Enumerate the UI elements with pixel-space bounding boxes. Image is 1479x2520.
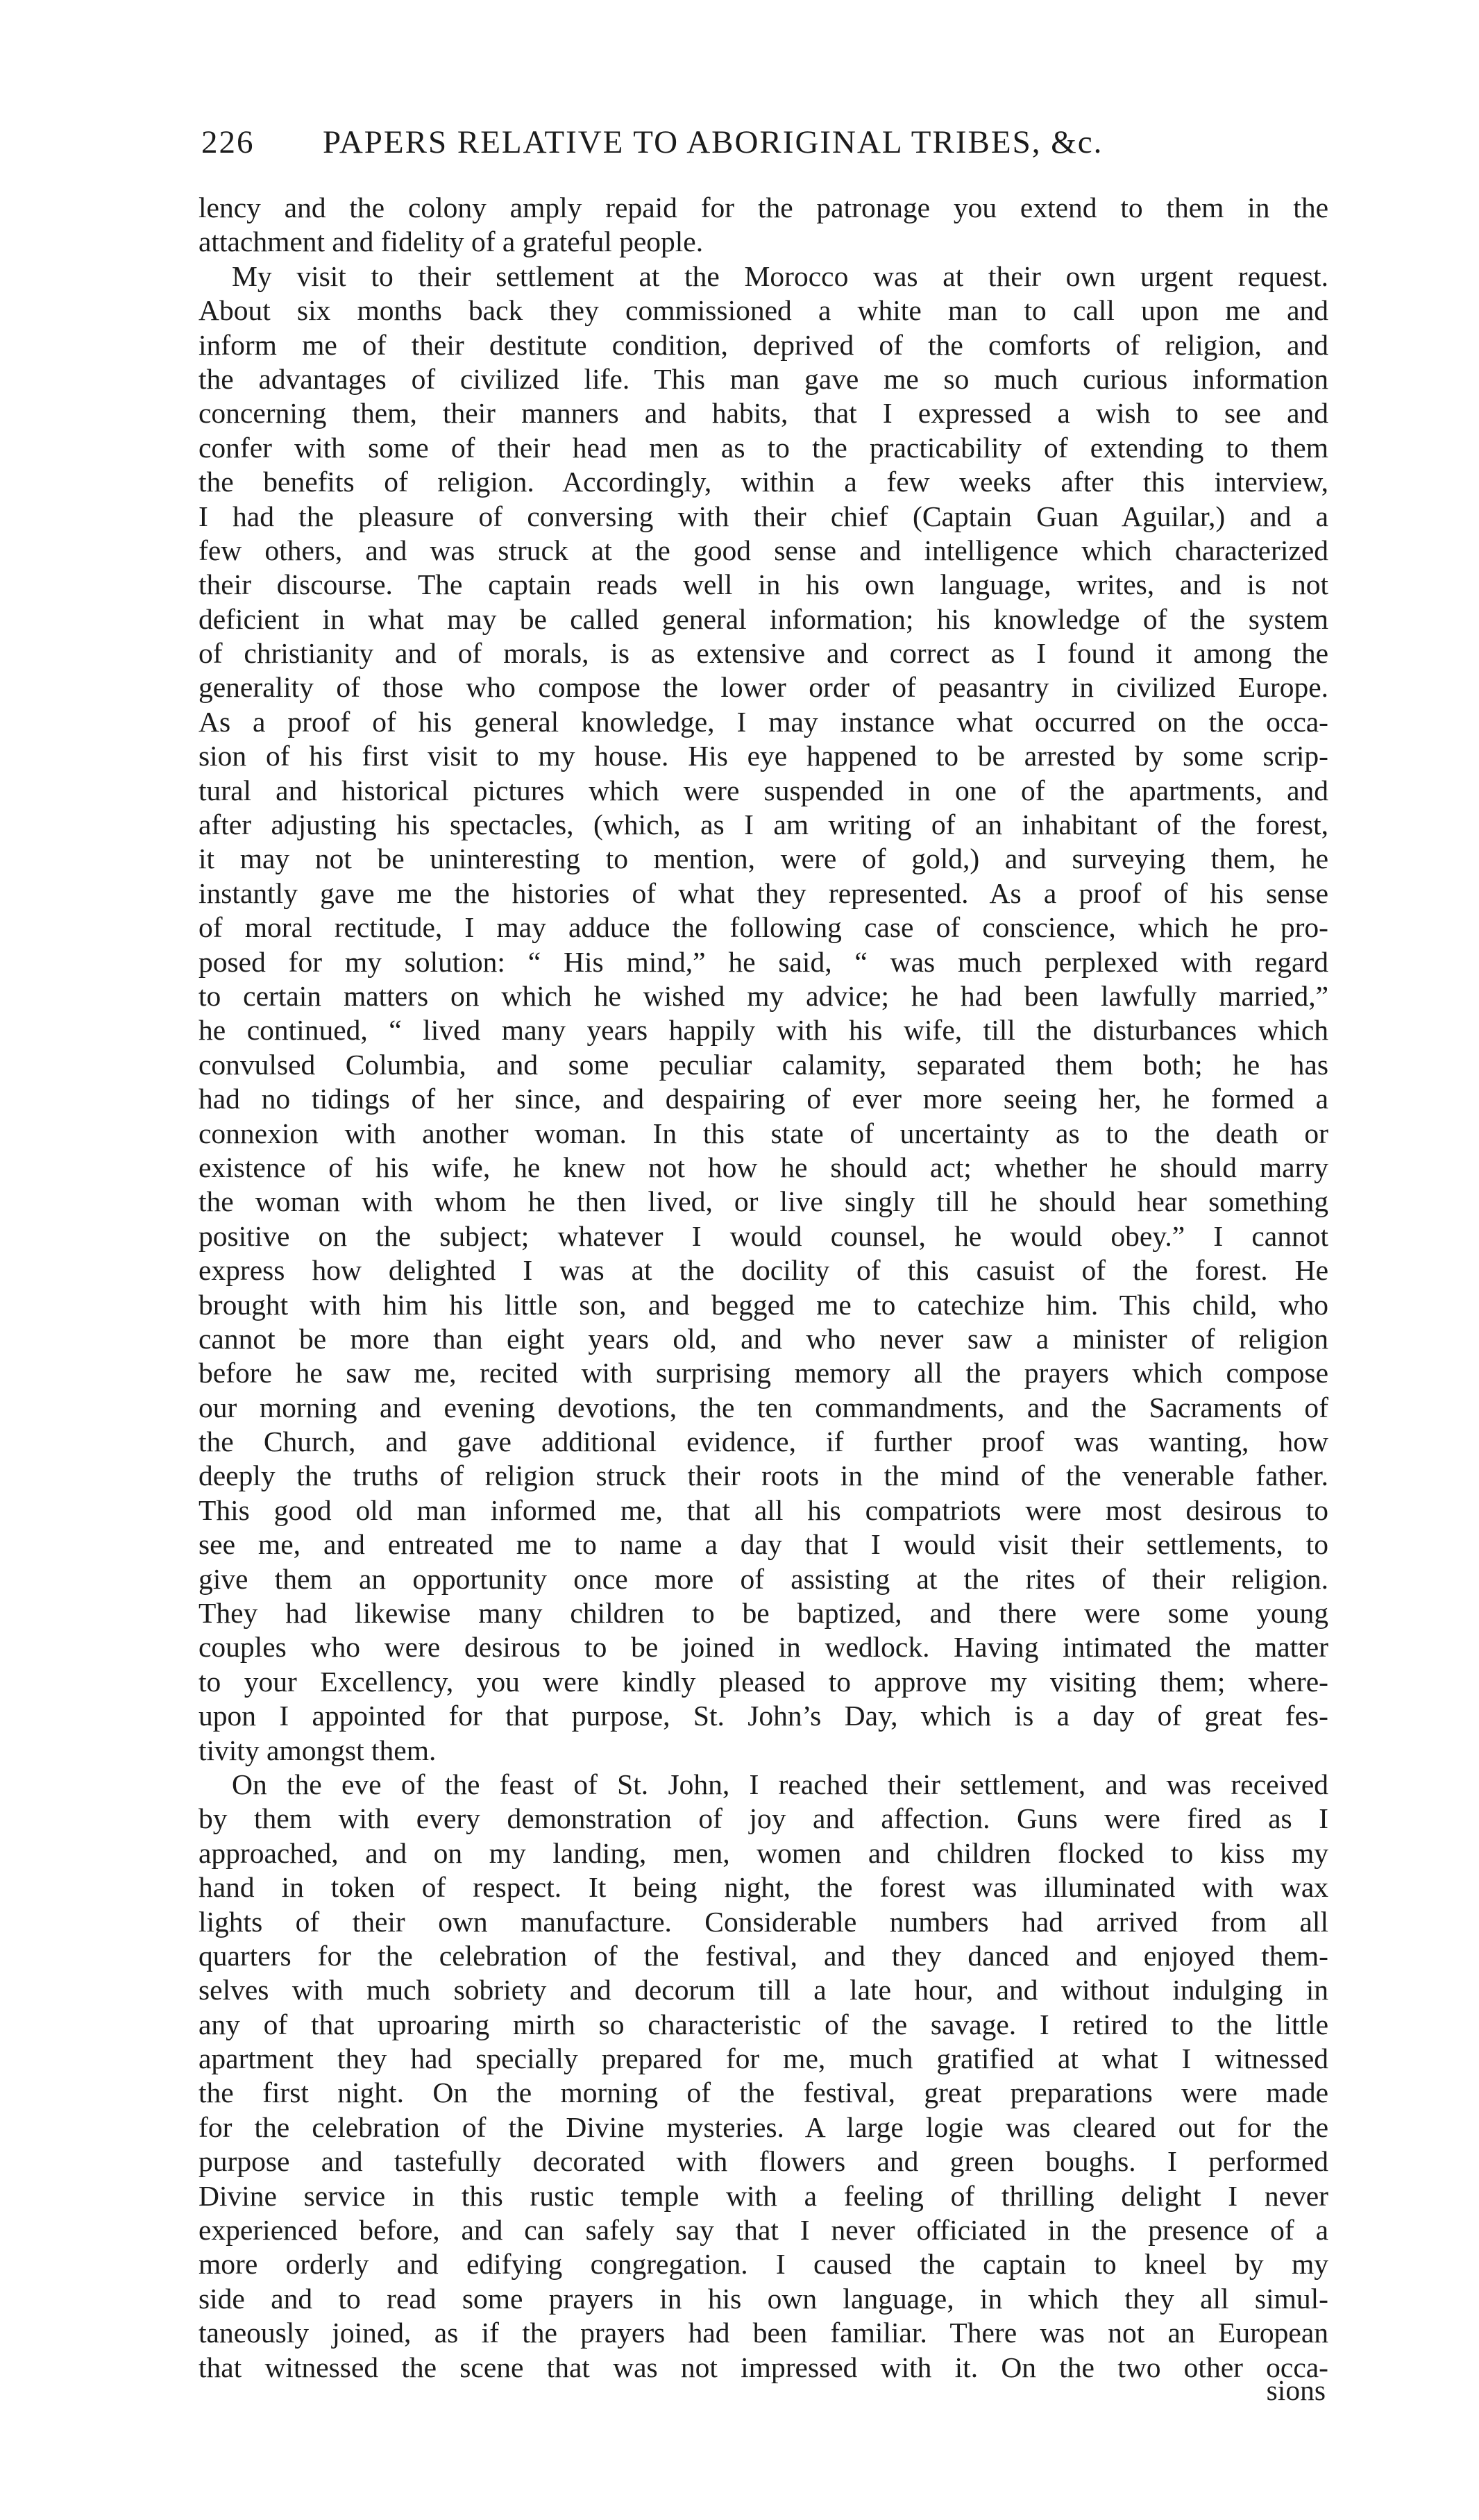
text-line: purpose and tastefully decorated with flowers and green boughs. I performed (198, 2145, 1328, 2178)
text-line: of christianity and of morals, is as extensive and correct as I found it among the (198, 637, 1328, 670)
text-line: confer with some of their head men as to the practicability of extending to them (198, 431, 1328, 464)
text-line: connexion with another woman. In this state of uncertainty as to the death or (198, 1117, 1328, 1149)
text-line: positive on the subject; whatever I would counsel, he would obey.” I cannot (198, 1219, 1328, 1252)
text-line: any of that uproaring mirth so characteristic of the savage. I retired to the little (198, 2008, 1328, 2040)
text-line: taneously joined, as if the prayers had been familiar. There was not an European (198, 2317, 1328, 2349)
text-line: experienced before, and can safely say that I never officiated in the presence of a (198, 2214, 1328, 2247)
text-line: They had likewise many children to be baptized, and there were some young (198, 1597, 1328, 1630)
text-line: Divine service in this rustic temple with a feeling of thrilling delight I never (198, 2179, 1328, 2212)
text-line: I had the pleasure of conversing with their chief (Captain Guan Aguilar,) and a (198, 500, 1328, 532)
text-line: for the celebration of the Divine mysteries. A large logie was cleared out for the (198, 2111, 1328, 2143)
text-line: after adjusting his spectacles, (which, as I am writing of an inhabitant of the forest, (198, 809, 1328, 841)
text-line: before he saw me, recited with surprising memory all the prayers which compose (198, 1357, 1328, 1389)
text-line: attachment and fidelity of a grateful people. (198, 226, 704, 258)
text-line: existence of his wife, he knew not how he should act; whether he should marry (198, 1151, 1328, 1183)
text-line: side and to read some prayers in his own language, in which they all simul- (198, 2282, 1328, 2315)
text-line: couples who were desirous to be joined in wedlock. Having intimated the matter (198, 1631, 1328, 1664)
text-line: their discourse. The captain reads well in his own language, writes, and is not (198, 568, 1328, 601)
text-line: tural and historical pictures which were suspended in one of the apartments, and (198, 774, 1328, 806)
running-title: PAPERS RELATIVE TO ABORIGINAL TRIBES, &c. (323, 124, 1104, 160)
text-line: hand in token of respect. It being night, the forest was illuminated with wax (198, 1871, 1328, 1904)
text-line: convulsed Columbia, and some peculiar calamity, separated them both; he has (198, 1048, 1328, 1081)
text-line: deeply the truths of religion struck their roots in the mind of the venerable father. (198, 1460, 1328, 1492)
text-line: by them with every demonstration of joy and affection. Guns were fired as I (198, 1802, 1328, 1835)
text-line: the advantages of civilized life. This man gave me so much curious information (198, 362, 1328, 395)
text-line: lights of their own manufacture. Considerable numbers had arrived from all (198, 1905, 1328, 1938)
body-text (198, 191, 1328, 2385)
text-line: deficient in what may be called general information; his knowledge of the system (198, 602, 1328, 635)
text-line: selves with much sobriety and decorum till a late hour, and without indulging in (198, 1974, 1328, 2006)
text-line: posed for my solution: “ His mind,” he said, “ was much perplexed with regard (198, 945, 1328, 978)
text-line: he continued, “ lived many years happily with his wife, till the disturbances which (198, 1014, 1328, 1047)
text-line: sion of his first visit to my house. His eye happened to be arrested by some scrip- (198, 740, 1328, 772)
text-line: instantly gave me the histories of what they represented. As a proof of his sense (198, 877, 1328, 909)
text-line: As a proof of his general knowledge, I may instance what occurred on the occa- (198, 705, 1328, 738)
text-line: the first night. On the morning of the festival, great preparations were made (198, 2077, 1328, 2109)
text-line: concerning them, their manners and habits, that I expressed a wish to see and (198, 397, 1328, 430)
paragraph-start-line: My visit to their settlement at the Morocco was at their own urgent request. (232, 260, 1328, 292)
catchword: sions (1266, 2374, 1326, 2406)
text-line: About six months back they commissioned a white man to call upon me and (198, 294, 1328, 327)
text-line: This good old man informed me, that all his compatriots were most desirous to (198, 1494, 1328, 1526)
text-line: our morning and evening devotions, the ten commandments, and the Sacraments of (198, 1391, 1328, 1423)
text-line: brought with him his little son, and begged me to catechize him. This child, who (198, 1288, 1328, 1321)
text-line: tivity amongst them. (198, 1734, 437, 1766)
text-line: approached, and on my landing, men, women and children flocked to kiss my (198, 1836, 1328, 1869)
text-line: the Church, and gave additional evidence, if further proof was wanting, how (198, 1426, 1328, 1458)
text-line: few others, and was struck at the good sense and intelligence which characterized (198, 534, 1328, 566)
text-line: quarters for the celebration of the festival, and they danced and enjoyed them- (198, 1939, 1328, 1972)
paragraph-start-line: On the eve of the feast of St. John, I reached their settlement, and was received (232, 1768, 1328, 1800)
text-line: express how delighted I was at the docility of this casuist of the forest. He (198, 1254, 1328, 1287)
text-line: lency and the colony amply repaid for the patronage you extend to them in the (198, 192, 1328, 223)
text-line: the woman with whom he then lived, or live singly till he should hear something (198, 1185, 1328, 1218)
text-line: had no tidings of her since, and despairing of ever more seeing her, he formed a (198, 1083, 1328, 1115)
text-line: upon I appointed for that purpose, St. John’s Day, which is a day of great fes- (198, 1700, 1328, 1732)
text-line: give them an opportunity once more of assisting at the rites of their religion. (198, 1562, 1328, 1595)
text-line: more orderly and edifying congregation. I caused the captain to kneel by my (198, 2248, 1328, 2281)
text-line: generality of those who compose the lower order of peasantry in civilized Europe. (198, 671, 1328, 704)
text-line: see me, and entreated me to name a day that I would visit their settlements, to (198, 1528, 1328, 1561)
text-line: of moral rectitude, I may adduce the following case of conscience, which he pro- (198, 911, 1328, 944)
page-number: 226 (201, 124, 255, 160)
text-line: to certain matters on which he wished my advice; he had been lawfully married,” (198, 979, 1328, 1012)
text-line: to your Excellency, you were kindly pleased to approve my visiting them; where- (198, 1665, 1328, 1698)
text-line: that witnessed the scene that was not impressed with it. On the two other occa- (198, 2351, 1328, 2383)
running-head (201, 124, 1326, 165)
text-line: it may not be uninteresting to mention, were of gold,) and surveying them, he (198, 843, 1328, 875)
text-line: inform me of their destitute condition, deprived of the comforts of religion, and (198, 328, 1328, 361)
text-line: apartment they had specially prepared for me, much gratified at what I witnessed (198, 2043, 1328, 2075)
text-line: cannot be more than eight years old, and who never saw a minister of religion (198, 1322, 1328, 1355)
text-line: the benefits of religion. Accordingly, within a few weeks after this interview, (198, 466, 1328, 498)
